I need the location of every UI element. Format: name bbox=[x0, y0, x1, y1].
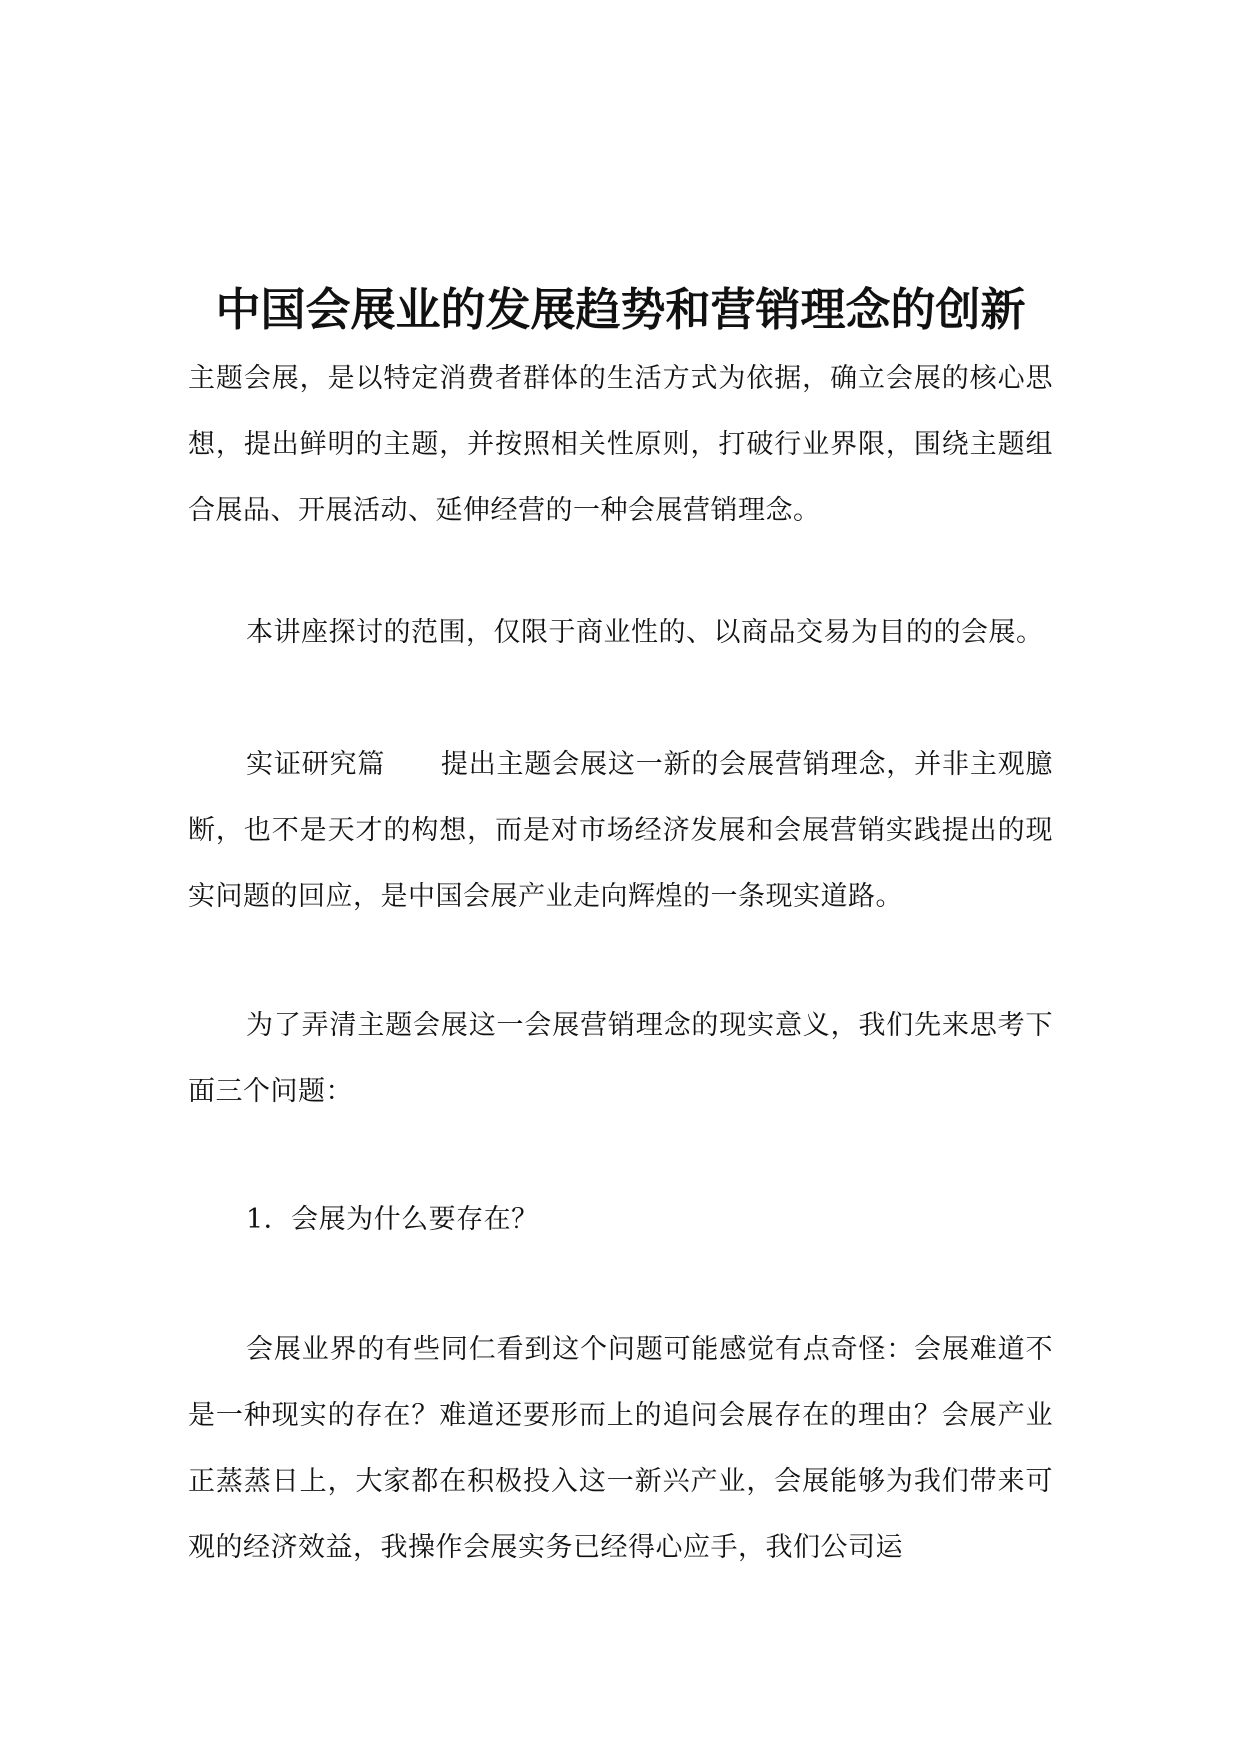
paragraph-scope: 本讲座探讨的范围，仅限于商业性的、以商品交易为目的的会展。 bbox=[246, 617, 1044, 648]
paragraph-industry-view: 会展业界的有些同仁看到这个问题可能感觉有点奇怪：会展难道不是一种现实的存在？难道还要形而上的追问会展存在的理由？会展产业正蒸蒸日上，大家都在积极投入这一新兴产业，会展能够为我们带来可观的经济效益，我操作会展实务已经得心应手，我们公司运 bbox=[188, 1334, 1053, 1563]
paragraph-empirical-research: 实证研究篇 提出主题会展这一新的会展营销理念，并非主观臆断，也不是天才的构想，而是对市场经济发展和会展营销实践提出的现实问题的回应，是中国会展产业走向辉煌的一条现实道路。 bbox=[188, 749, 1053, 912]
question-heading-1: 1．会展为什么要存在？ bbox=[246, 1204, 539, 1235]
document-title: 中国会展业的发展趋势和营销理念的创新 bbox=[215, 283, 1026, 336]
paragraph-definition: 主题会展，是以特定消费者群体的生活方式为依据，确立会展的核心思想，提出鲜明的主题，并按照相关性原则，打破行业界限，围绕主题组合展品、开展活动、延伸经营的一种会展营销理念。 bbox=[188, 363, 1053, 526]
paragraph-three-questions: 为了弄清主题会展这一会展营销理念的现实意义，我们先来思考下面三个问题： bbox=[188, 1010, 1053, 1107]
